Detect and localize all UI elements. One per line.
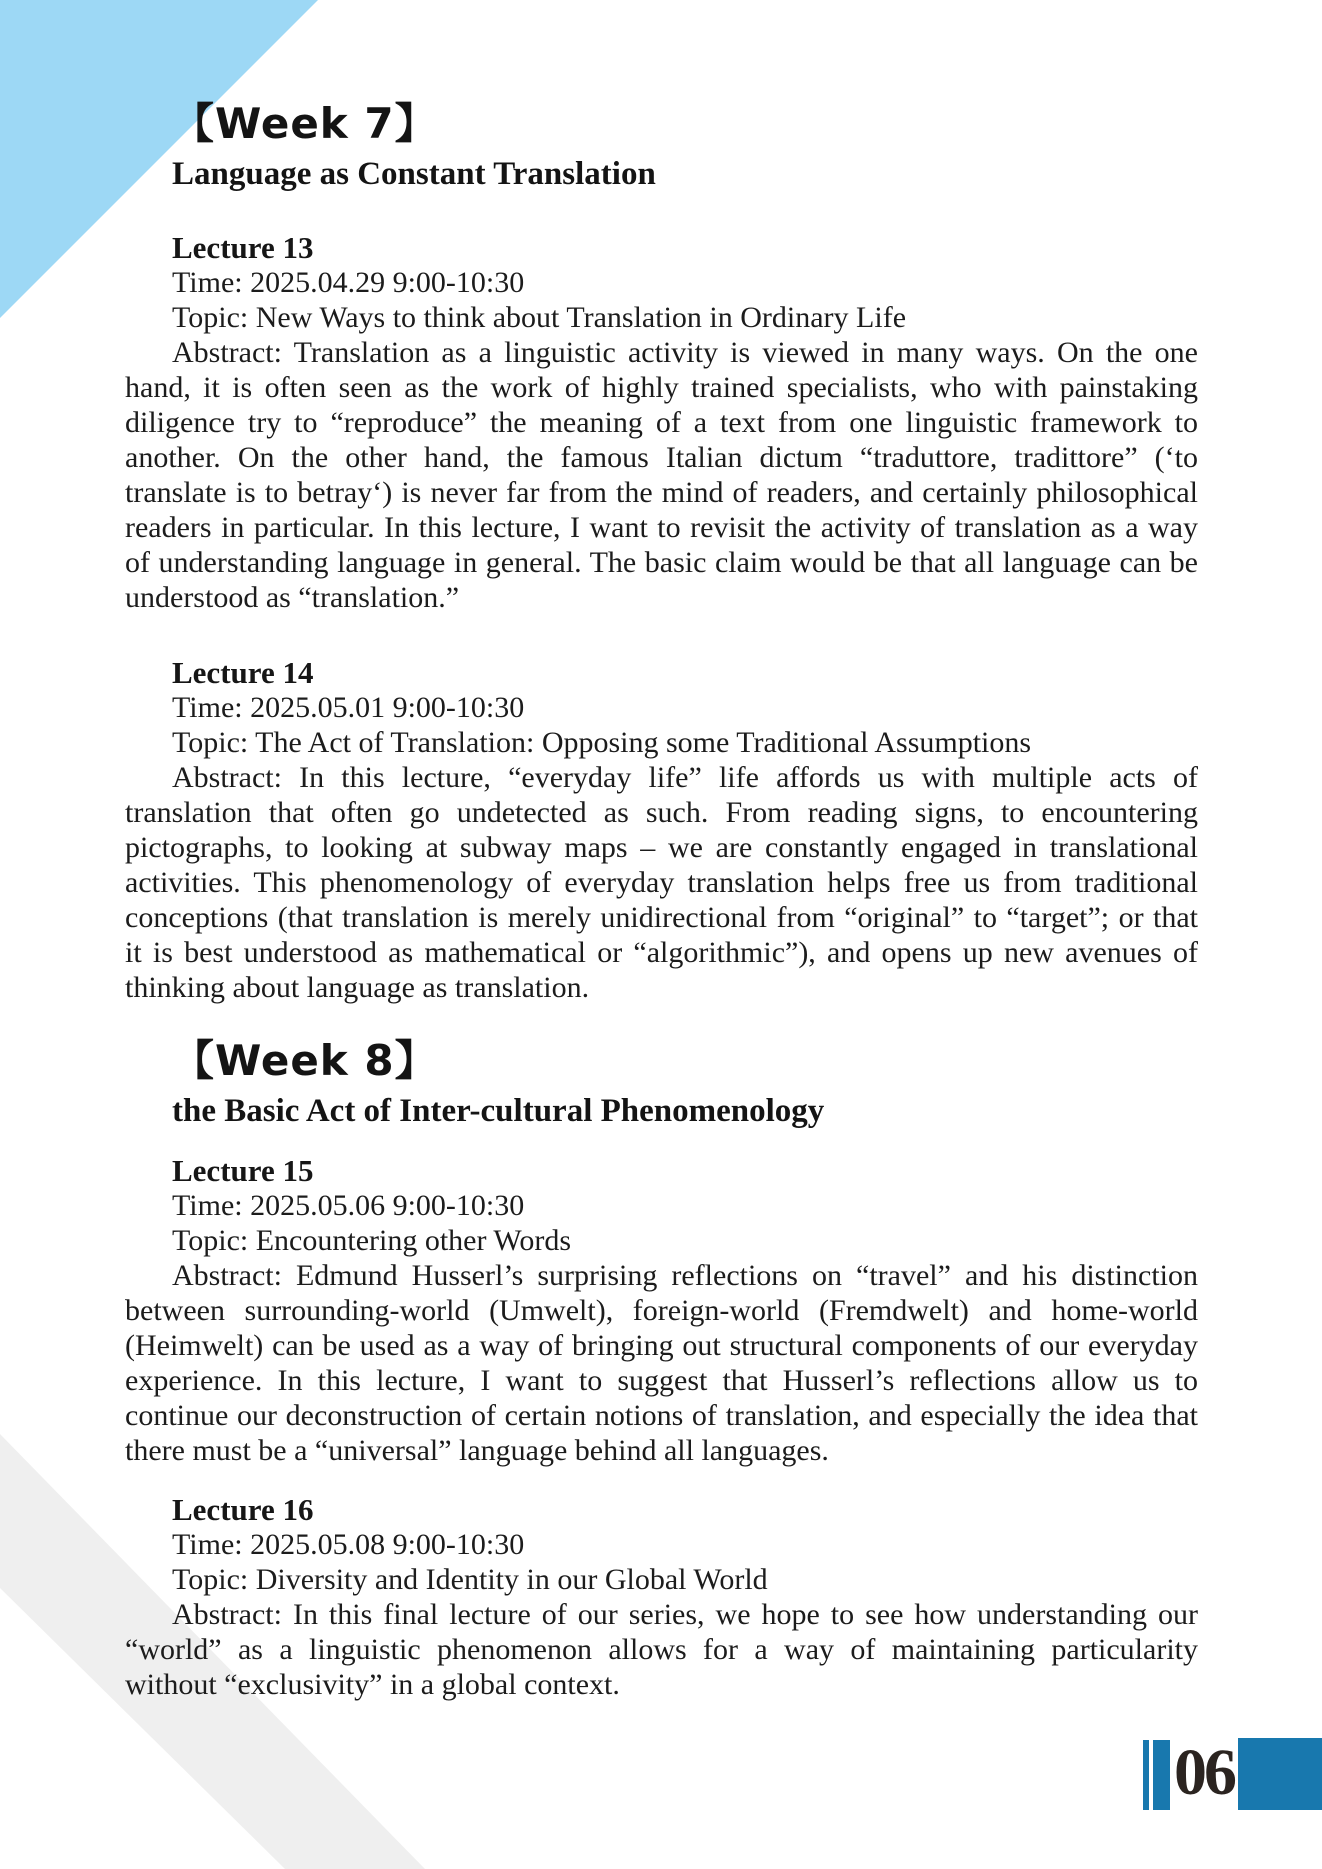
lecture-16-time: Time: 2025.05.08 9:00-10:30 [172,1528,525,1561]
week-7-heading: 【Week 7】 [172,99,438,148]
week-8-section [125,1037,1198,1702]
page-number: 06 [1174,1736,1234,1809]
lecture-16-abstract: Abstract: In this final lecture of our series, we hope to see how understanding our “world” as a linguistic phenomenon allows for a way of maintaining particularity without “exclusivity” in a global context. [125,1598,1198,1701]
lecture-15-time: Time: 2025.05.06 9:00-10:30 [172,1189,525,1222]
week-7-section [125,100,1198,1005]
lecture-15-topic: Topic: Encountering other Words [172,1224,572,1257]
lecture-16-topic: Topic: Diversity and Identity in our Global World [172,1563,768,1596]
page-number-accent-block [1238,1738,1322,1810]
lecture-14-topic: Topic: The Act of Translation: Opposing some Traditional Assumptions [172,726,1032,759]
lecture-13-topic: Topic: New Ways to think about Translation in Ordinary Life [172,301,907,334]
lecture-16-title: Lecture 16 [172,1492,314,1527]
page-content [125,0,1198,1702]
week-7-subtitle: Language as Constant Translation [172,156,656,192]
lecture-15-title: Lecture 15 [172,1153,314,1188]
lecture-14-title: Lecture 14 [172,655,314,690]
week-8-subtitle: the Basic Act of Inter-cultural Phenomenology [172,1093,825,1129]
lecture-16-block [125,1492,1198,1702]
lecture-13-abstract: Abstract: Translation as a linguistic activity is viewed in many ways. On the one hand, it is often seen as the work of highly trained specialists, who with painstaking diligence try to “reproduce” the meaning of a text from one linguistic framework to another. On the other hand, the famous Italian dictum “traduttore, tradittore” (‘to translate is to betray‘) is never far from the mind of readers, and certainly philosophical readers in particular. In this lecture, I want to revisit the activity of translation as a way of understanding language in general. The basic claim would be that all language can be understood as “translation.” [125,336,1198,614]
lecture-13-title: Lecture 13 [172,230,314,265]
week-8-heading: 【Week 8】 [172,1036,438,1085]
lecture-14-time: Time: 2025.05.01 9:00-10:30 [172,691,525,724]
lecture-13-block [125,230,1198,615]
page-number-accent-bar-thin [1143,1740,1149,1810]
lecture-15-abstract: Abstract: Edmund Husserl’s surprising reflections on “travel” and his distinction between surrounding-world (Umwelt), foreign-world (Fremdwelt) and home-world (Heimwelt) can be used as a way of bringing out structural components of our everyday experience. In this lecture, I want to suggest that Husserl’s reflections allow us to continue our deconstruction of certain notions of translation, and especially the idea that there must be a “universal” language behind all languages. [125,1259,1198,1467]
lecture-14-abstract: Abstract: In this lecture, “everyday life” life affords us with multiple acts of translation that often go undetected as such. From reading signs, to encountering pictographs, to looking at subway maps – we are constantly engaged in translational activities. This phenomenology of everyday translation helps free us from traditional conceptions (that translation is merely unidirectional from “original” to “target”; or that it is best understood as mathematical or “algorithmic”), and opens up new avenues of thinking about language as translation. [125,761,1198,1004]
lecture-14-block [125,655,1198,1005]
lecture-13-time: Time: 2025.04.29 9:00-10:30 [172,266,525,299]
page-number-accent-bar-thick [1153,1740,1170,1810]
lecture-15-block [125,1153,1198,1468]
